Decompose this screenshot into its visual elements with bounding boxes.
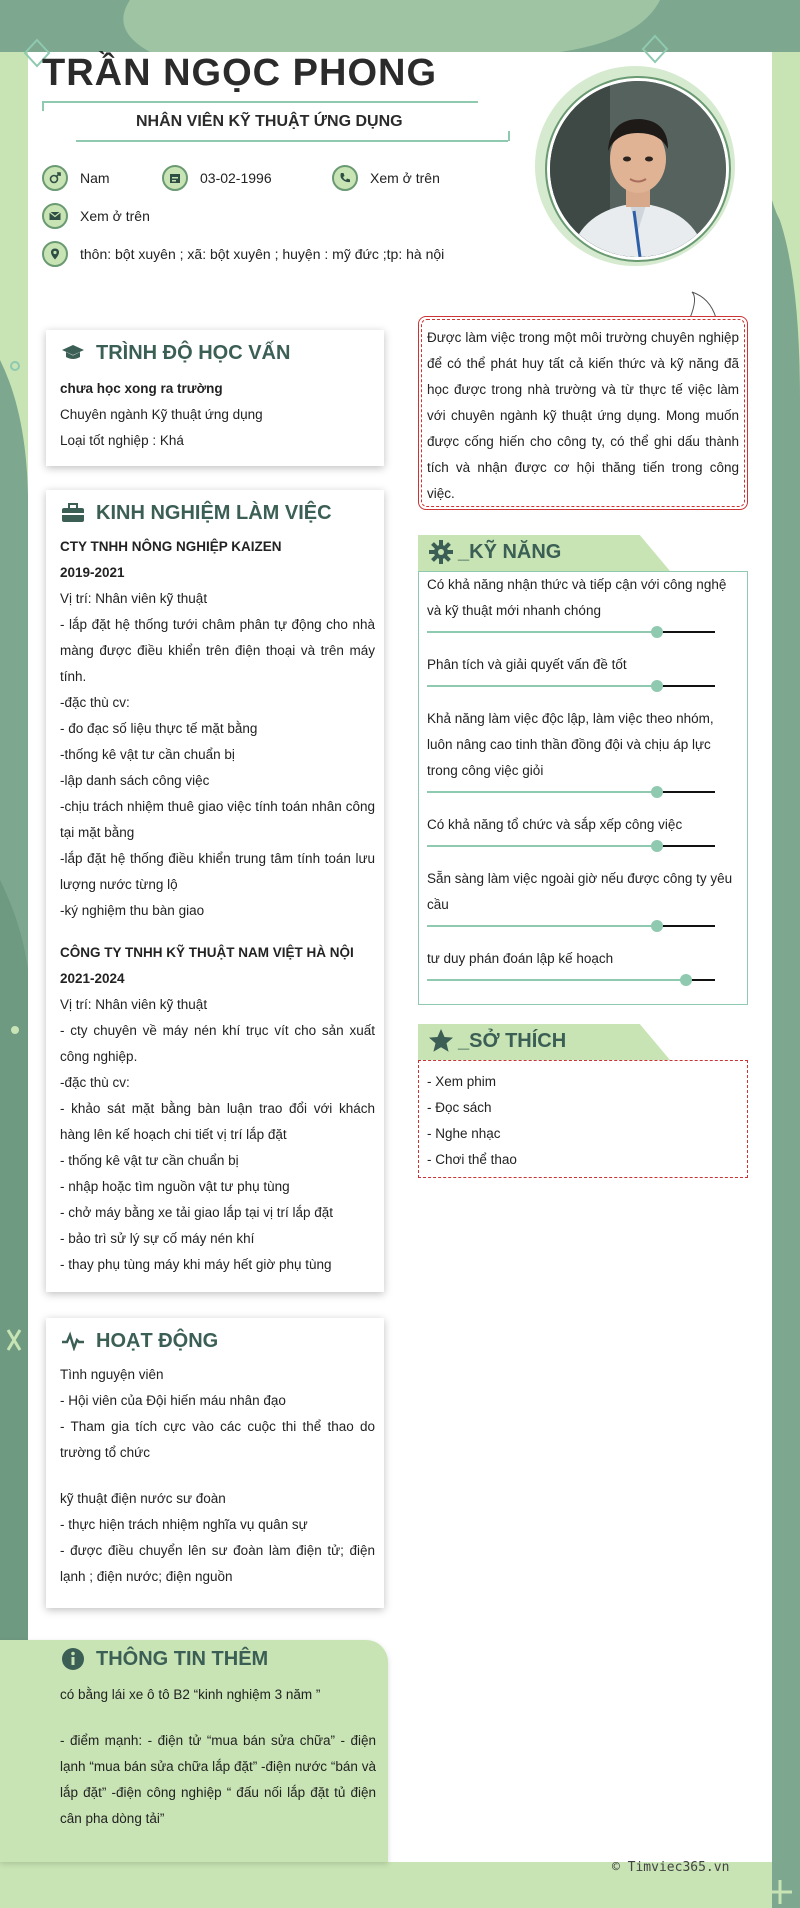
job-line: - chở máy bằng xe tải giao lắp tại vị trí lắp đặt <box>60 1205 333 1220</box>
hobbies-heading-title <box>428 1028 566 1054</box>
skill-bar <box>427 791 715 793</box>
candidate-name: TRẦN NGỌC PHONG <box>42 52 437 94</box>
skill-knob <box>651 840 663 852</box>
job-line: Vị trí: Nhân viên kỹ thuật <box>60 997 208 1012</box>
info-address <box>42 241 444 267</box>
skill-label: Khả năng làm việc độc lập, làm việc theo nhóm, luôn nâng cao tinh thần đồng đội và chịu áp lực trong công việc giỏi <box>427 711 714 778</box>
activity-title: Tình nguyện viên <box>60 1367 164 1382</box>
job-company: CÔNG TY TNHH KỸ THUẬT NAM VIỆT HÀ NỘI <box>60 945 354 960</box>
skill-knob <box>651 680 663 692</box>
diamond-decoration-right <box>640 34 670 64</box>
activity-line: - thực hiện trách nhiệm nghĩa vụ quân sự <box>60 1517 308 1532</box>
education-grade: Loại tốt nghiệp : Khá <box>60 433 184 448</box>
extra-info-section <box>0 1640 388 1862</box>
hobby-item: - Xem phim <box>427 1074 497 1089</box>
location-icon <box>42 241 68 267</box>
job-line: -chịu trách nhiệm thuê giao việc tính toán nhân công tại mặt bằng <box>60 799 375 840</box>
skills-heading-title <box>428 539 561 565</box>
job-period: 2021-2024 <box>60 971 125 986</box>
job-line: -lắp đặt hệ thống điều khiển trung tâm tính toán lưu lượng nước từng lộ <box>60 851 375 892</box>
skill-label: Sẵn sàng làm việc ngoài giờ nếu được công ty yêu cầu <box>427 871 733 912</box>
objective-text: Được làm việc trong một môi trường chuyên nghiệp để có thể phát huy tất cả kiến thức và kỹ năng đã học được trong nhà trường và từ thực tế việc làm với chuyên ngành kỹ thuật ứng dụng. Mong muốn được cống hiến cho công ty, có thể ghi dấu thành tích và nhận được cơ hội thăng tiến trong công việc. <box>427 330 739 501</box>
info-email <box>42 203 150 229</box>
skill-label: tư duy phán đoán lập kế hoạch <box>427 951 614 966</box>
pulse-icon <box>60 1328 86 1354</box>
hobby-item: - Chơi thể thao <box>427 1152 517 1167</box>
star-icon <box>428 1028 454 1054</box>
info-birthdate <box>162 165 272 191</box>
education-school: chưa học xong ra trường <box>60 381 223 396</box>
job-line: -lập danh sách công việc <box>60 773 210 788</box>
gear-icon <box>428 539 454 565</box>
job-line: -đặc thù cv: <box>60 695 130 710</box>
activity-line: - được điều chuyển lên sư đoàn làm điện tử; điện lạnh ; điện nước; điện nguồn <box>60 1543 375 1584</box>
skill-bar <box>427 685 715 687</box>
education-heading-text: TRÌNH ĐỘ HỌC VẤN <box>96 341 291 364</box>
activity-line: - Hội viên của Đội hiến máu nhân đạo <box>60 1393 286 1408</box>
phone-icon <box>332 165 358 191</box>
hobbies-box <box>418 1060 748 1178</box>
skills-heading-text: _KỸ NĂNG <box>458 540 562 563</box>
hobby-item: - Nghe nhạc <box>427 1126 501 1141</box>
job-line: Vị trí: Nhân viên kỹ thuật <box>60 591 208 606</box>
skill-knob <box>680 974 692 986</box>
graduation-cap-icon <box>60 340 86 366</box>
job-line: -đặc thù cv: <box>60 1075 130 1090</box>
birthdate-value: 03-02-1996 <box>200 170 272 186</box>
job-company: CTY TNHH NÔNG NGHIỆP KAIZEN <box>60 539 282 554</box>
jobtitle-underline <box>76 140 508 142</box>
skill-bar <box>427 979 715 981</box>
avatar-photo <box>550 81 726 257</box>
activities-heading-text: HOẠT ĐỘNG <box>96 1329 219 1352</box>
skill-bar <box>427 925 715 927</box>
job-period: 2019-2021 <box>60 565 125 580</box>
jobtitle-underline-tick <box>508 131 510 141</box>
job-line: - cty chuyên về máy nén khí trục vít cho sản xuất công nghiệp. <box>60 1023 375 1064</box>
experience-card <box>46 490 384 1292</box>
name-underline <box>42 101 478 103</box>
skill-label: Có khả năng nhận thức và tiếp cận với công nghệ và kỹ thuật mới nhanh chóng <box>427 577 727 618</box>
job-line: - đo đạc số liệu thực tế mặt bằng <box>60 721 258 736</box>
skill-knob <box>651 920 663 932</box>
job-line: - khảo sát mặt bằng bàn luận trao đổi với khách hàng lên kế hoạch chi tiết vị trí lắp đặt <box>60 1101 375 1142</box>
footer-credit: © Timviec365.vn <box>612 1860 730 1875</box>
skill-label: Có khả năng tổ chức và sắp xếp công việc <box>427 817 683 832</box>
hobbies-heading-text: _SỞ THÍCH <box>458 1029 567 1052</box>
name-underline-tick <box>42 101 44 111</box>
skill-bar <box>427 631 715 633</box>
email-value: Xem ở trên <box>80 208 150 224</box>
info-phone <box>332 165 440 191</box>
calendar-icon <box>162 165 188 191</box>
job-line: - thống kê vật tư cần chuẩn bị <box>60 1153 239 1168</box>
activity-line: - Tham gia tích cực vào các cuộc thi thể thao do trường tổ chức <box>60 1419 375 1460</box>
email-icon <box>42 203 68 229</box>
info-gender <box>42 165 110 191</box>
extra-heading-text: THÔNG TIN THÊM <box>96 1647 269 1670</box>
skills-box <box>418 571 748 1005</box>
extra-line-2: - điểm mạnh: - điện tử “mua bán sửa chữa” - điện lạnh “mua bán sửa chữa lắp đặt” -điện nước “bán và lắp đặt” -điện công nghiệp “ đấu nối lắp đặt tủ điện cân pha dòng tải” <box>60 1733 376 1826</box>
hobbies-heading <box>418 1024 748 1060</box>
job-title: NHÂN VIÊN KỸ THUẬT ỨNG DỤNG <box>136 113 403 130</box>
education-heading <box>60 340 290 366</box>
gender-icon <box>42 165 68 191</box>
job-entry-2 <box>60 940 375 1278</box>
job-line: - lắp đặt hệ thống tưới châm phân tự động cho nhà màng được điều khiển trên điện thoại và trên máy tính. <box>60 617 375 684</box>
activities-body <box>60 1362 375 1590</box>
extra-heading <box>60 1646 268 1672</box>
education-card <box>46 330 384 466</box>
job-line: -ký nghiệm thu bàn giao <box>60 903 205 918</box>
skill-knob <box>651 626 663 638</box>
address-value: thôn: bột xuyên ; xã: bột xuyên ; huyện : mỹ đức ;tp: hà nội <box>80 246 445 262</box>
education-body <box>60 376 370 454</box>
job-entry-1 <box>60 534 375 924</box>
job-line: - thay phụ tùng máy khi máy hết giờ phụ tùng <box>60 1257 332 1272</box>
skill-label: Phân tích và giải quyết vấn đề tốt <box>427 657 627 672</box>
career-objective <box>418 316 748 510</box>
briefcase-icon <box>60 500 86 526</box>
skill-bar <box>427 845 715 847</box>
avatar <box>547 78 729 260</box>
phone-value: Xem ở trên <box>370 170 440 186</box>
activity-title: kỹ thuật điện nước sư đoàn <box>60 1491 226 1506</box>
activities-card <box>46 1318 384 1608</box>
job-line: -thống kê vật tư cần chuẩn bị <box>60 747 235 762</box>
experience-heading-text: KINH NGHIỆM LÀM VIỆC <box>96 501 332 524</box>
skills-heading <box>418 535 748 571</box>
activities-heading <box>60 1328 218 1354</box>
info-icon <box>60 1646 86 1672</box>
skill-knob <box>651 786 663 798</box>
extra-body <box>60 1682 376 1832</box>
gender-value: Nam <box>80 170 110 186</box>
job-line: - nhập hoặc tìm nguồn vật tư phụ tùng <box>60 1179 290 1194</box>
hobby-item: - Đọc sách <box>427 1100 492 1115</box>
extra-line-1: có bằng lái xe ô tô B2 “kinh nghiệm 3 năm ” <box>60 1687 321 1702</box>
experience-heading <box>60 500 332 526</box>
experience-body <box>60 534 375 1278</box>
education-major: Chuyên ngành Kỹ thuật ứng dụng <box>60 407 263 422</box>
job-line: - bảo trì sử lý sự cố máy nén khí <box>60 1231 255 1246</box>
